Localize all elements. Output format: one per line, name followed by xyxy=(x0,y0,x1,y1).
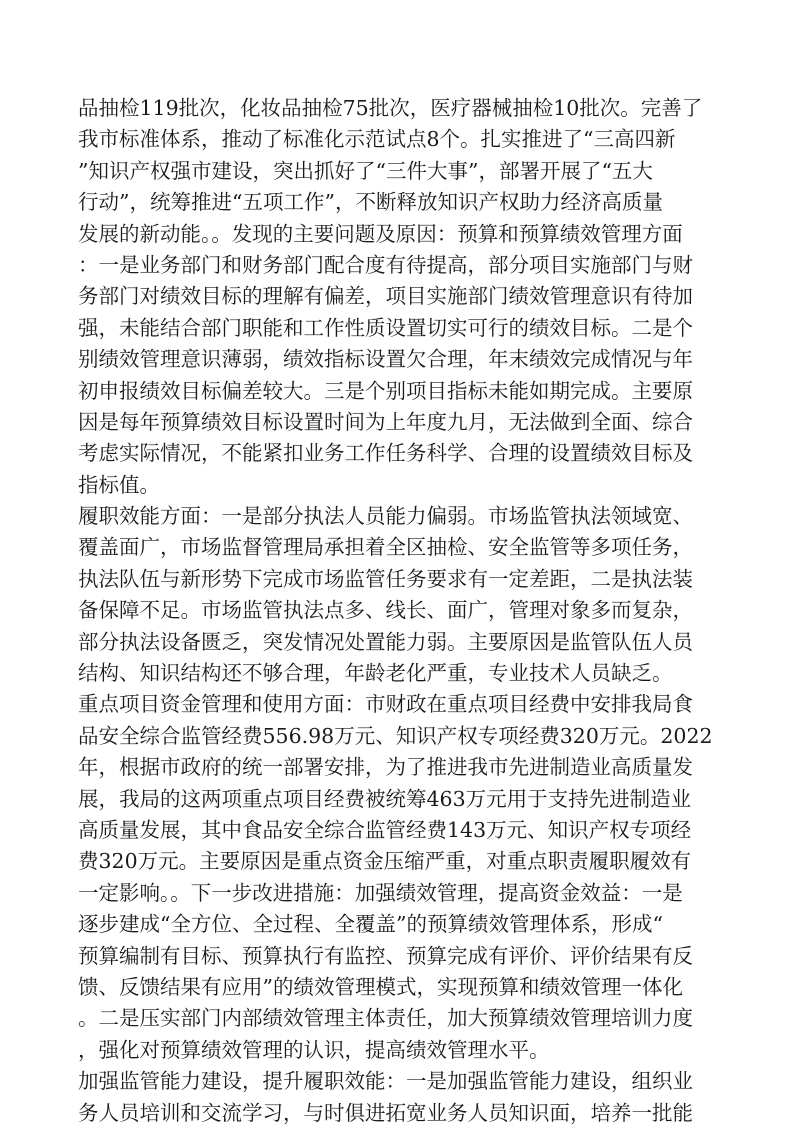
text-line: 结构、知识结构还不够合理，年龄老化严重，专业技术人员缺乏。 xyxy=(78,661,673,686)
text-line: 发展的新动能。。发现的主要问题及原因：预算和预算绩效管理方面 xyxy=(78,221,683,246)
text-line: 重点项目资金管理和使用方面：市财政在重点项目经费中安排我局食 xyxy=(78,692,693,717)
text-line: 务部门对绩效目标的理解有偏差，项目实施部门绩效管理意识有待加 xyxy=(78,284,693,309)
text-line: 执法队伍与新形势下完成市场监管任务要求有一定差距，二是执法装 xyxy=(78,566,693,591)
text-line: ”知识产权强市建设，突出抓好了“三件大事”，部署开展了“五大 xyxy=(78,158,653,183)
text-line: 高质量发展，其中食品安全综合监管经费143万元、知识产权专项经 xyxy=(78,817,692,842)
text-line: 别绩效管理意识薄弱，绩效指标设置欠合理，年末绩效完成情况与年 xyxy=(78,347,693,372)
text-line: 。二是压实部门内部绩效管理主体责任，加大预算绩效管理培训力度 xyxy=(78,1006,693,1031)
text-line: 预算编制有目标、预算执行有监控、预算完成有评价、评价结果有反 xyxy=(78,943,693,968)
text-line: ：一是业务部门和财务部门配合度有待提高，部分项目实施部门与财 xyxy=(78,252,693,277)
text-line: 强，未能结合部门职能和工作性质设置切实可行的绩效目标。二是个 xyxy=(78,315,693,340)
text-line: 我市标准体系，推动了标准化示范试点8个。扎实推进了“三高四新 xyxy=(78,127,676,152)
text-line: 因是每年预算绩效目标设置时间为上年度九月，无法做到全面、综合 xyxy=(78,409,693,434)
text-line: 一定影响。。下一步改进措施：加强绩效管理，提高资金效益：一是 xyxy=(78,880,683,905)
text-line: 年，根据市政府的统一部署安排，为了推进我市先进制造业高质量发 xyxy=(78,755,693,780)
text-line: 品安全综合监管经费556.98万元、知识产权专项经费320万元。2022 xyxy=(78,723,713,748)
text-line: 部分执法设备匮乏，突发情况处置能力弱。主要原因是监管队伍人员 xyxy=(78,629,693,654)
text-line: ，强化对预算绩效管理的认识，提高绩效管理水平。 xyxy=(78,1037,550,1062)
text-line: 考虑实际情况，不能紧扣业务工作任务科学、合理的设置绩效目标及 xyxy=(78,441,693,466)
text-line: 初申报绩效目标偏差较大。三是个别项目指标未能如期完成。主要原 xyxy=(78,378,693,403)
text-line: 逐步建成“全方位、全过程、全覆盖”的预算绩效管理体系，形成“ xyxy=(78,912,663,937)
text-line: 备保障不足。市场监管执法点多、线长、面广，管理对象多而复杂， xyxy=(78,598,693,623)
text-line: 展，我局的这两项重点项目经费被统筹463万元用于支持先进制造业 xyxy=(78,786,692,811)
text-line: 费320万元。主要原因是重点资金压缩严重，对重点职责履职履效有 xyxy=(78,849,692,874)
text-line: 馈、反馈结果有应用”的绩效管理模式，实现预算和绩效管理一体化 xyxy=(78,974,683,999)
text-line: 品抽检119批次，化妆品抽检75批次，医疗器械抽检10批次。完善了 xyxy=(78,96,703,120)
body-text xyxy=(78,93,718,1129)
text-line: 指标值。 xyxy=(78,472,160,497)
text-line: 务人员培训和交流学习，与时俱进拓宽业务人员知识面，培养一批能 xyxy=(78,1100,693,1125)
text-line: 覆盖面广，市场监督管理局承担着全区抽检、安全监管等多项任务， xyxy=(78,535,693,560)
text-line: 加强监管能力建设，提升履职效能：一是加强监管能力建设，组织业 xyxy=(78,1069,693,1094)
text-line: 履职效能方面：一是部分执法人员能力偏弱。市场监管执法领域宽、 xyxy=(78,504,693,529)
text-line: 行动”，统筹推进“五项工作”，不断释放知识产权助力经济高质量 xyxy=(78,190,663,215)
